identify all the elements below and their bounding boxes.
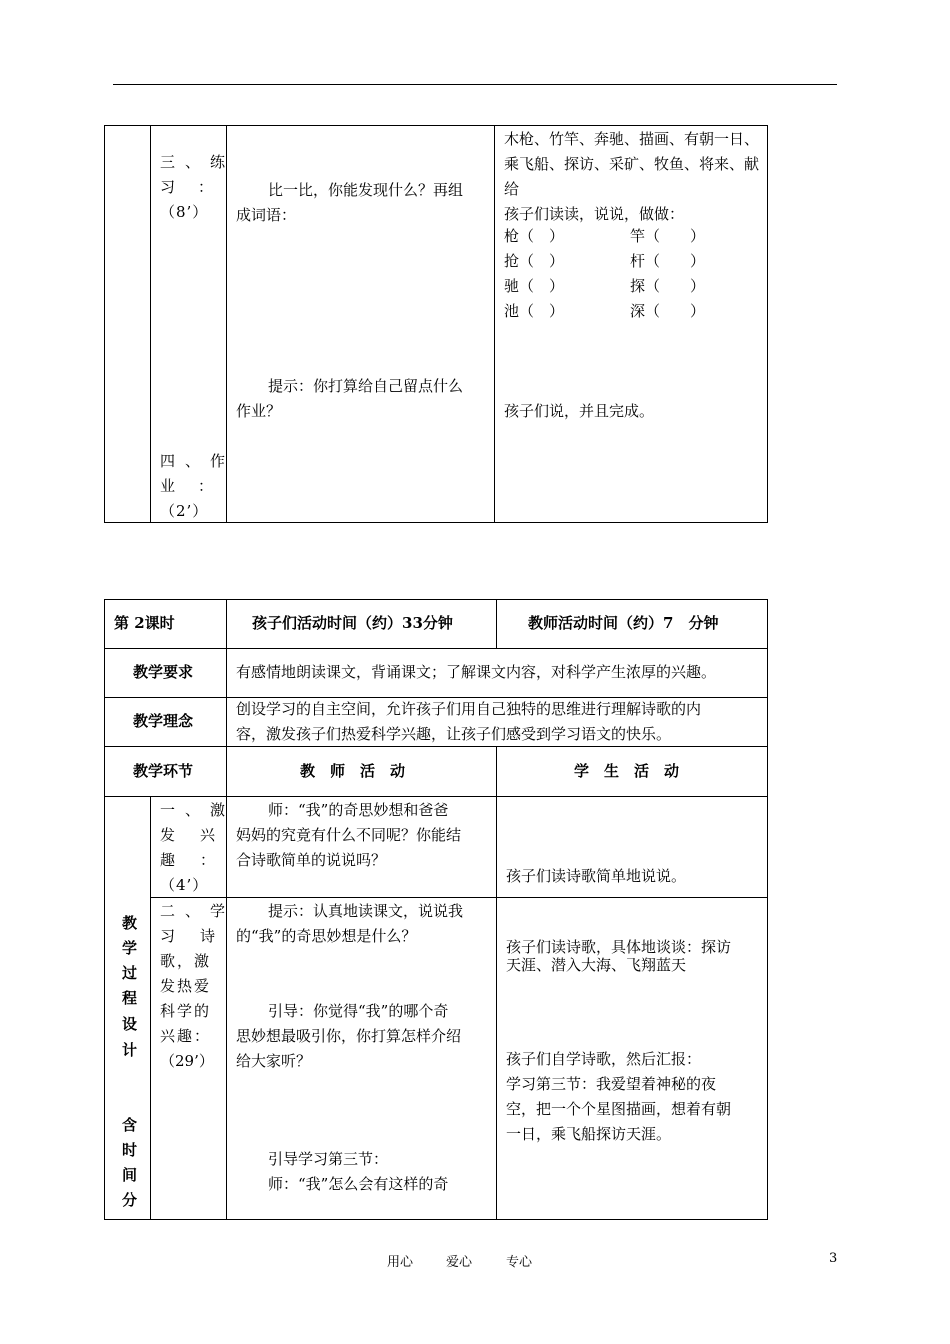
pair-right-3: 探（ ） (630, 277, 706, 295)
teacher2b-line3: 给大家听？ (236, 1052, 312, 1070)
pair-right-1: 竿（ ） (630, 227, 706, 245)
side-label-2d: 分 (122, 1191, 138, 1209)
teacher-compare-line1: 比一比，你能发现什么？再组 (268, 181, 464, 199)
student-words-line2: 乘飞船、探访、采矿、牧鱼、将来、献 (504, 155, 760, 173)
teacher1-line2: 妈妈的究竟有什么不同呢？你能结 (236, 826, 462, 844)
stage-homework-line2: 业： (160, 477, 237, 495)
teacher-activity-header: 教 师 活 动 (300, 762, 406, 780)
side-label-1b: 学 (122, 939, 138, 957)
pair-right-2: 杆（ ） (630, 252, 706, 270)
step1-line2: 发 兴 (160, 826, 221, 844)
step2-line3: 歌，激 (160, 952, 212, 970)
step2-line5: 科学的 (160, 1002, 212, 1020)
pair-left-4: 池（ ） (504, 302, 565, 320)
teacher2c-line2: 师：“我”怎么会有这样的奇 (268, 1175, 449, 1193)
side-label-1d: 程 (122, 989, 138, 1007)
stage-homework-line3: （2’） (160, 502, 209, 520)
step2-line6: 兴趣： (160, 1027, 212, 1045)
teacher-activity-time: 教师活动时间（约）7 分钟 (528, 614, 719, 632)
stage-label: 教学环节 (133, 762, 194, 780)
teacher-hint-line1: 提示：你打算给自己留点什么 (268, 377, 464, 395)
step1-line4: （4’） (160, 876, 209, 894)
stage-practice-line1: 三、练 (160, 153, 236, 171)
teacher2a-line1: 提示：认真地读课文，说说我 (268, 902, 464, 920)
student2a-line1: 孩子们读诗歌，具体地谈谈：探访 (506, 938, 732, 956)
student-words-line3: 给 (504, 180, 520, 198)
side-label-1: 教 (122, 914, 138, 932)
student-read: 孩子们读读，说说，做做： (504, 205, 685, 223)
student1-text: 孩子们读诗歌简单地说说。 (506, 867, 687, 885)
stage-homework-line1: 四、作 (160, 452, 236, 470)
side-label-1e: 设 (122, 1015, 138, 1033)
step1-line1: 一、激 (160, 801, 236, 819)
step1-line3: 趣 ： (160, 851, 221, 869)
student-complete: 孩子们说，并且完成。 (504, 402, 655, 420)
side-label-2b: 时 (122, 1141, 138, 1159)
step2-line2: 习 诗 (160, 927, 221, 945)
student2a-line2: 天涯、潜入大海、飞翔蓝天 (506, 956, 687, 974)
pair-left-2: 抢（ ） (504, 252, 565, 270)
student2b-line4: 一日，乘飞船探访天涯。 (506, 1125, 672, 1143)
footer-motto-3: 专心 (506, 1255, 533, 1270)
teacher2a-line2: 的“我”的奇思妙想是什么？ (236, 927, 417, 945)
student2b-line3: 空，把一个个星图描画，想着有朝 (506, 1100, 732, 1118)
philosophy-label: 教学理念 (133, 712, 194, 730)
side-label-2c: 间 (122, 1166, 138, 1184)
pair-right-4: 深（ ） (630, 302, 706, 320)
teacher-compare-line2: 成词语： (236, 206, 297, 224)
teacher2b-line2: 思妙想最吸引你，你打算怎样介绍 (236, 1027, 462, 1045)
stage-practice-line3: （8’） (160, 203, 209, 221)
teacher-hint-line2: 作业？ (236, 402, 282, 420)
step2-line4: 发热爱 (160, 977, 212, 995)
philosophy-line1: 创设学习的自主空间，允许孩子们用自己独特的思维进行理解诗歌的内 (236, 700, 702, 718)
philosophy-line2: 容，激发孩子们热爱科学兴趣，让孩子们感受到学习语文的快乐。 (236, 725, 672, 743)
step2-line1: 二、学 (160, 902, 236, 920)
footer-motto-1: 用心 (387, 1255, 414, 1270)
student2b-line2: 学习第三节：我爱望着神秘的夜 (506, 1075, 717, 1093)
stage-practice-line2: 习： (160, 178, 237, 196)
teacher2c-line1: 引导学习第三节： (268, 1150, 389, 1168)
teacher2b-line1: 引导：你觉得“我”的哪个奇 (268, 1002, 449, 1020)
student-activity-header: 学 生 活 动 (574, 762, 680, 780)
header-rule (113, 84, 837, 85)
side-label-1c: 过 (122, 964, 138, 982)
teacher1-line3: 合诗歌简单的说说吗？ (236, 851, 387, 869)
lesson-number: 第 2课时 (114, 614, 175, 632)
footer-motto-2: 爱心 (446, 1255, 473, 1270)
pair-left-1: 枪（ ） (504, 227, 565, 245)
teacher1-line1: 师：“我”的奇思妙想和爸爸 (268, 801, 449, 819)
side-label-2a: 含 (122, 1116, 138, 1134)
pair-left-3: 驰（ ） (504, 277, 565, 295)
side-label-1f: 计 (122, 1041, 138, 1059)
step2-line7: （29’） (160, 1052, 214, 1070)
kids-activity-time: 孩子们活动时间（约）33分钟 (252, 614, 453, 632)
requirements-label: 教学要求 (133, 663, 194, 681)
student2b-line1: 孩子们自学诗歌，然后汇报： (506, 1050, 702, 1068)
requirements-text: 有感情地朗读课文，背诵课文；了解课文内容，对科学产生浓厚的兴趣。 (236, 663, 717, 681)
student-words-line1: 木枪、竹竿、奔驰、描画、有朝一日、 (504, 130, 760, 148)
page-number: 3 (829, 1251, 838, 1266)
